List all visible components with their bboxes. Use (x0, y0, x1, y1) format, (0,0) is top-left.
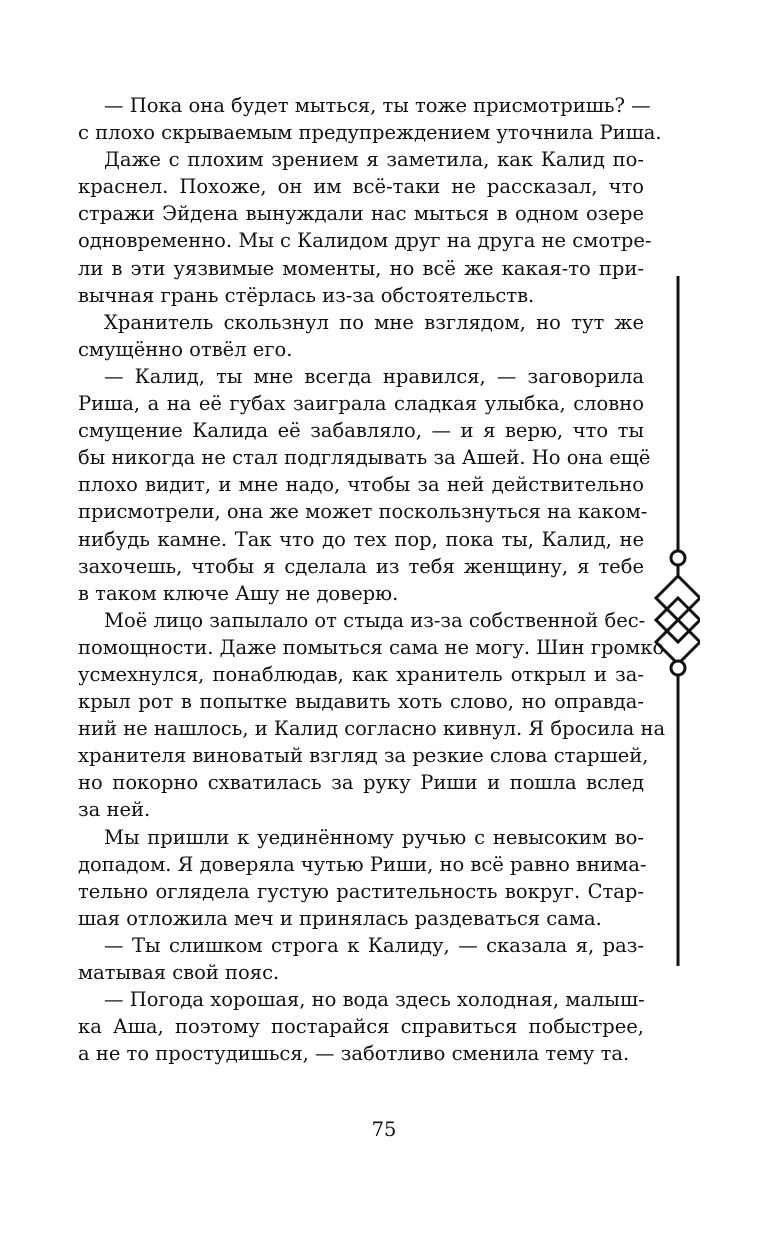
text-line: Хранитель скользнул по мне взглядом, но тут же (104, 310, 644, 334)
text-line: усмехнулся, понаблюдав, как хранитель открыл и за- (78, 662, 644, 686)
text-line: но покорно схватилась за руку Риши и пошла вслед (78, 771, 644, 795)
text-line: с плохо скрываемым предупреждением уточнила Риша. (78, 121, 662, 145)
page-number: 75 (371, 1118, 397, 1141)
text-line: ка Аша, поэтому постарайся справиться побыстрее, (78, 1015, 644, 1039)
text-line: — Погода хорошая, но вода здесь холодная, малыш- (104, 988, 645, 1012)
text-line: ний не нашлось, и Калид согласно кивнул. Я бросила на (78, 717, 666, 741)
text-line: смущённо отвёл его. (78, 337, 293, 361)
text-line: помощности. Даже помыться сама не могу. Шин громко (78, 635, 665, 659)
text-line: стражи Эйдена вынуждали нас мыться в одном озере (78, 202, 644, 226)
interlaced-knot-ornament-icon (650, 276, 700, 966)
text-line: матывая свой пояс. (78, 961, 280, 984)
text-line: ли в эти уязвимые моменты, но всё же какая-то при- (78, 256, 644, 280)
body-text (78, 92, 666, 1067)
text-line: за ней. (78, 798, 151, 822)
text-line: Даже с плохим зрением я заметила, как Калид по- (104, 148, 644, 172)
text-line: крыл рот в попытке выдавить хоть слово, но оправда- (78, 690, 644, 714)
text-line: краснел. Похоже, он им всё-таки не рассказал, что (78, 175, 644, 199)
text-line: шая отложила меч и принялась раздеваться сама. (78, 906, 602, 930)
text-line: а не то простудишься, — заботливо сменила тему та. (78, 1042, 630, 1066)
text-line: — Пока она будет мыться, ты тоже присмотришь? — (104, 94, 651, 117)
text-line: бы никогда не стал подглядывать за Ашей. Но она ещё (78, 446, 651, 470)
text-line: присмотрели, она же может поскользнуться на каком- (78, 500, 648, 524)
text-line: Моё лицо запылало от стыда из-за собственной бес- (104, 608, 646, 632)
text-line: допадом. Я доверяла чутью Риши, но всё равно внима- (78, 852, 647, 876)
text-line: нибудь камне. Так что до тех пор, пока ты, Калид, не (78, 527, 644, 551)
text-line: Мы пришли к уединённому ручью с невысоким во- (104, 825, 644, 849)
text-line: вычная грань стёрлась из-за обстоятельств. (78, 283, 535, 307)
text-line: — Ты слишком строга к Калиду, — сказала я, раз- (104, 933, 644, 957)
text-line: Риша, а на её губах заиграла сладкая улыбка, словно (78, 392, 644, 416)
text-line: хранителя виноватый взгляд за резкие слова старшей, (78, 744, 649, 768)
text-line: захочешь, чтобы я сделала из тебя женщину, я тебе (78, 554, 644, 578)
text-line: в таком ключе Ашу не доверю. (78, 581, 399, 605)
text-line: плохо видит, и мне надо, чтобы за ней действительно (78, 473, 644, 497)
text-line: смущение Калида её забавляло, — и я верю, что ты (78, 419, 644, 443)
text-line: одновременно. Мы с Калидом друг на друга не смотре- (78, 229, 652, 253)
text-line: тельно оглядела густую растительность вокруг. Стар- (78, 879, 644, 903)
text-line: — Калид, ты мне всегда нравился, — заговорила (104, 364, 644, 388)
